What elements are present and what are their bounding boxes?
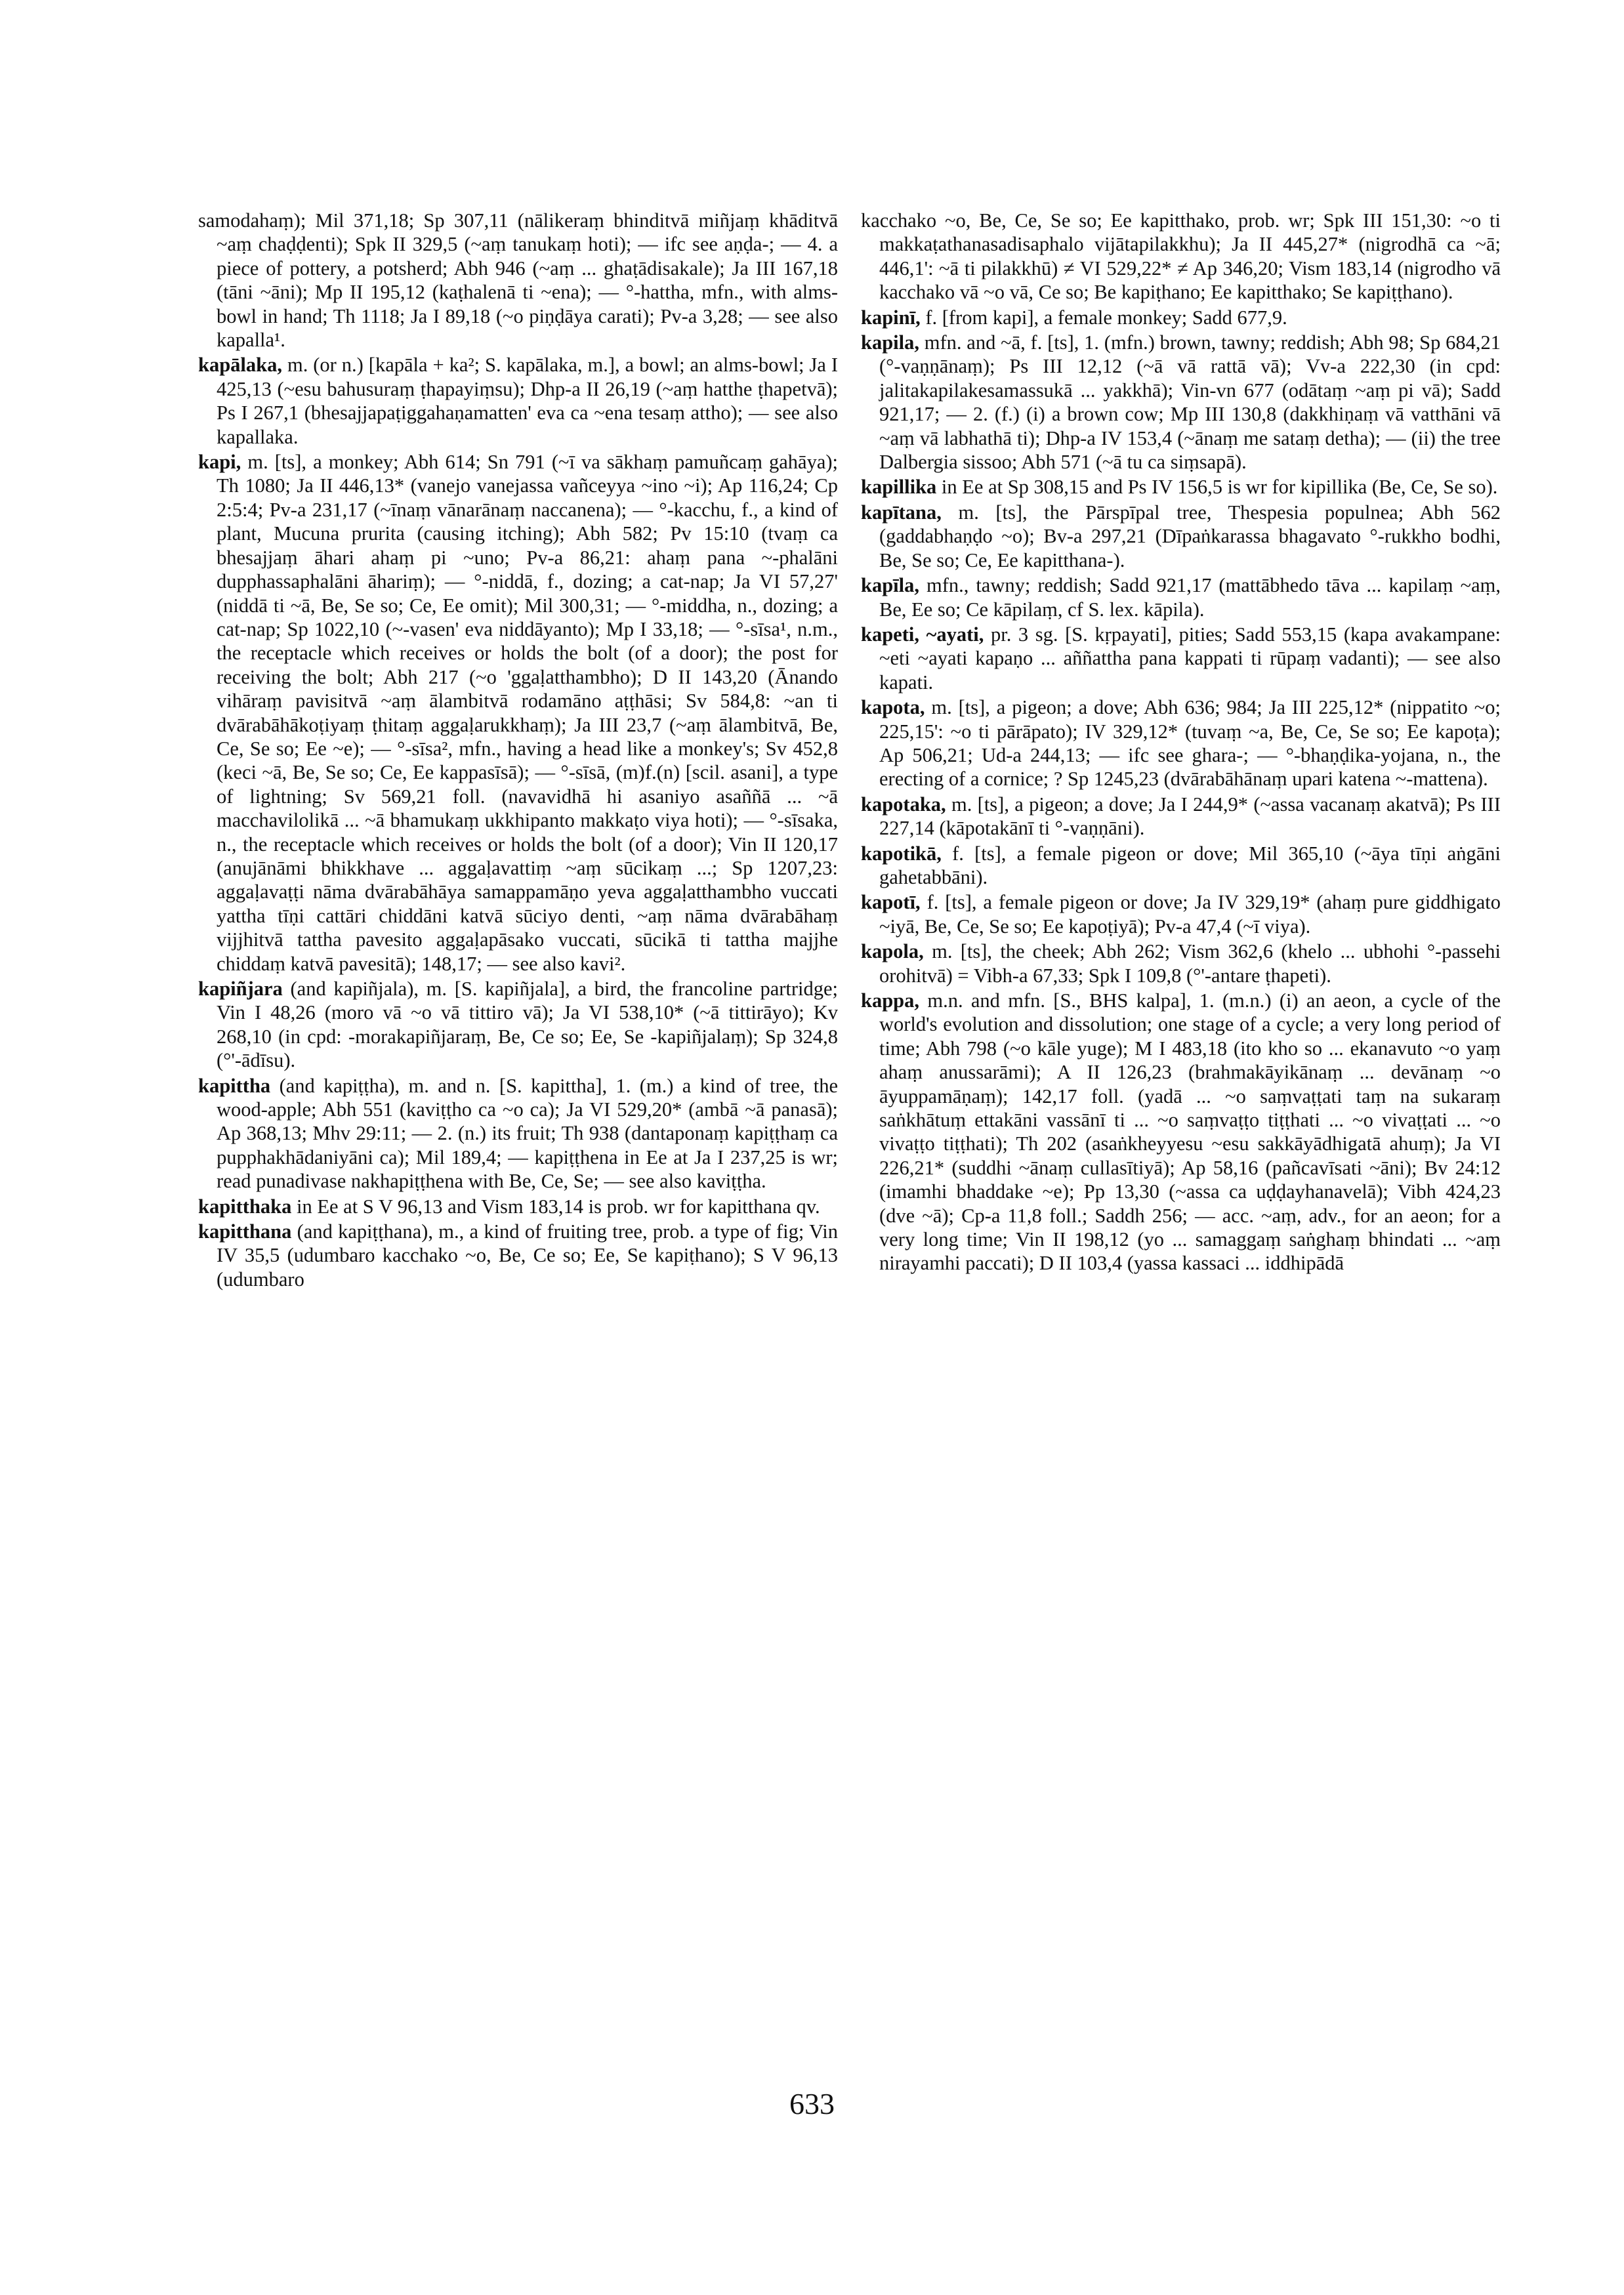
dictionary-entry	[861, 475, 1501, 499]
dictionary-entry	[861, 573, 1501, 621]
dictionary-entry	[198, 353, 838, 449]
entry-text: f. [ts], a female pigeon or dove; Ja IV 329,19* (ahaṃ pure giddhigato ~iyā, Be, Ce, Se so; Ee kapoṭiyā); Pv-a 47,4 (~ī viya).	[879, 891, 1501, 938]
entry-text: mfn., tawny; reddish; Sadd 921,17 (mattābhedo tāva ... kapilaṃ ~aṃ, Be, Ee so; Ce kāpilaṃ, cf S. lex. kāpila).	[879, 574, 1501, 621]
entry-text: in Ee at Sp 308,15 and Ps IV 156,5 is wr for kipillika (Be, Ce, Se so).	[941, 476, 1498, 499]
dictionary-entry	[861, 331, 1501, 474]
dictionary-entry	[861, 623, 1501, 694]
entry-text: kacchako ~o, Be, Ce, Se so; Ee kapitthako, prob. wr; Spk III 151,30: ~o ti makkaṭathanasadisaphalo vijātapilakkhu); Ja II 445,27* (nigrodhā ca ~ā; 446,1': ~ā ti pilakkhū) ≠ VI 529,22* ≠ Ap 346,20; Vism 183,14 (nigrodho vā kacchako vā ~o vā, Ce so; Be kapiṭhano; Ee kapitthako; Se kapiṭṭhano).	[861, 209, 1501, 304]
entry-text: m. [ts], the cheek; Abh 262; Vism 362,6 (khelo ... ubhohi °-passehi orohitvā) = Vibh-a 67,33; Spk I 109,8 (°'-antare ṭhapeti).	[879, 940, 1501, 987]
entry-headword: kapotikā,	[861, 842, 942, 865]
entry-headword: kapotī,	[861, 891, 921, 914]
entry-headword: kapiñjara	[198, 978, 283, 1000]
entry-text: m. [ts], a monkey; Abh 614; Sn 791 (~ī va sākhaṃ pamuñcaṃ gahāya); Th 1080; Ja II 446,13* (vanejo vanejassa vañceyya ~ino ~i); Ap 116,24; Cp 2:5:4; Pv-a 231,17 (~īnaṃ vānarānaṃ naccanena); — °-kacchu, f., a kind of plant, Mucuna prurita (causing itching); Abh 582; Pv 15:10 (tvaṃ ca bhesajjaṃ āhari ahaṃ pi ~uno; Pv-a 86,21: ahaṃ pana ~-phalāni dupphassaphalāni āhariṃ); — °-niddā, f., dozing; a cat-nap; Ja VI 57,27' (niddā ti ~ā, Be, Se so; Ce, Ee omit); Mil 300,31; — °-middha, n., dozing; a cat-nap; Sp 1022,10 (~-vasen' eva niddāyanto); Mp I 33,18; — °-sīsa¹, n.m., the receptacle which receives or holds the bolt (of a door); the post for receiving the bolt; Abh 217 (~o 'ggaḷatthambho); D II 143,20 (Ānando vihāraṃ pavisitvā ~aṃ ālambitvā rodamāno aṭṭhāsi; Sv 584,8: ~an ti dvārabāhākoṭiyaṃ ṭhitaṃ aggaḷarukkhaṃ); Ja III 23,7 (~aṃ ālambitvā, Be, Ce, Se so; Ee ~e); — °-sīsa², mfn., having a head like a monkey's; Sv 452,8 (keci ~ā, Be, Se so; Ce, Ee kappasīsā); — °-sīsā, (m)f.(n) [scil. asani], a type of lightning; Sv 569,21 foll. (navavidhā hi asaniyo asaññā ... ~ā macchavilolikā ... ~ā bhamukaṃ ukkhipanto makkaṭo viya hoti); — °-sīsaka, n., the receptacle which receives or holds the bolt (of a door); Vin II 120,17 (anujānāmi bhikkhave ... aggaḷavattiṃ ~aṃ sūcikaṃ ...; Sp 1207,23: aggaḷavaṭṭi nāma dvārabāhāya samappamāṇo yeva aggaḷatthambho vuccati yattha tīṇi cattāri chiddāni katvā sūciyo denti, ~aṃ nāma dvārabāhaṃ vijjhitvā tattha pavesito aggaḷapāsako vuccati, sūcikā ti tattha majjhe chiddaṃ katvā pavesitā); 148,17; — see also kavi².	[217, 451, 839, 975]
entry-text: (and kapiñjala), m. [S. kapiñjala], a bird, the francoline partridge; Vin I 48,26 (moro vā ~o vā tittiro vā); Ja VI 538,10* (~ā tittirāyo); Kv 268,10 (in cpd: -morakapiñjaraṃ, Be, Ce so; Ee, Se -kapiñjalaṃ); Sp 324,8 (°'-ādīsu).	[217, 978, 838, 1072]
entry-text: (and kapiṭṭha), m. and n. [S. kapittha], 1. (m.) a kind of tree, the wood-apple; Abh 551 (kaviṭṭho ca ~o ca); Ja VI 529,20* (ambā ~ā panasā); Ap 368,13; Mhv 29:11; — 2. (n.) its fruit; Th 938 (dantaponaṃ kapiṭṭhaṃ ca pupphakhādaniyāni ca); Mil 189,4; — kapiṭṭhena in Ee at Ja I 237,25 is wr; read punadivase nakhapiṭṭhena with Be, Ce, Se; — see also kaviṭṭha.	[217, 1074, 838, 1193]
dictionary-entry	[861, 890, 1501, 938]
entry-text: samodahaṃ); Mil 371,18; Sp 307,11 (nālikeraṃ bhinditvā miñjaṃ khāditvā ~aṃ chaḍḍenti); Spk II 329,5 (~aṃ tanukaṃ hoti); — ifc see aṇḍa-; — 4. a piece of pottery, a potsherd; Abh 946 (~aṃ ... ghaṭādisakale); Ja III 167,18 (tāni ~āni); Mp II 195,12 (kaṭhalenā ti ~ena); — °-hattha, mfn., with alms-bowl in hand; Th 1118; Ja I 89,18 (~o piṇḍāya carati); Pv-a 3,28; — see also kapalla¹.	[198, 209, 838, 352]
entry-text: f. [from kapi], a female monkey; Sadd 677,9.	[925, 306, 1287, 329]
right-column	[861, 209, 1501, 1275]
entry-text: f. [ts], a female pigeon or dove; Mil 365,10 (~āya tīṇi aṅgāni gahetabbāni).	[879, 842, 1501, 888]
entry-headword: kapinī,	[861, 306, 921, 329]
dictionary-entry	[198, 1220, 838, 1291]
entry-headword: kapotaka,	[861, 793, 946, 816]
entry-headword: kapila,	[861, 331, 919, 354]
dictionary-entry	[861, 209, 1501, 304]
dictionary-entry	[198, 1074, 838, 1193]
dictionary-entry	[861, 306, 1501, 329]
entry-text: in Ee at S V 96,13 and Vism 183,14 is prob. wr for kapitthana qv.	[297, 1195, 820, 1218]
dictionary-entry	[861, 501, 1501, 572]
dictionary-entry	[861, 989, 1501, 1275]
entry-headword: kapeti, ~ayati,	[861, 623, 984, 646]
left-column	[198, 209, 838, 1291]
entry-headword: kapitthaka	[198, 1195, 292, 1218]
entry-headword: kapitthana	[198, 1220, 292, 1243]
entry-text: mfn. and ~ā, f. [ts], 1. (mfn.) brown, tawny; reddish; Abh 98; Sp 684,21 (°-vaṇṇānaṃ); Ps III 12,12 (~ā vā rattā vā); Vv-a 222,30 (in cpd: jalitakapilakesamassukā ... yakkhā); Vin-vn 677 (odātaṃ ~aṃ pi vā); Sadd 921,17; — 2. (f.) (i) a brown cow; Mp III 130,8 (dakkhiṇaṃ vā vatthāni vā ~aṃ vā labhathā ti); Dhp-a IV 153,4 (~ānaṃ me sataṃ detha); — (ii) the tree Dalbergia sissoo; Abh 571 (~ā tu ca siṃsapā).	[879, 331, 1501, 474]
dictionary-entry	[861, 695, 1501, 791]
entry-headword: kapillika	[861, 476, 937, 499]
entry-headword: kapola,	[861, 940, 924, 963]
entry-text: m. [ts], a pigeon; a dove; Abh 636; 984; Ja III 225,12* (nippatito ~o; 225,15': ~o ti pārāpato); IV 329,12* (tuvaṃ ~a, Be, Ce, Se so; Ee kapoṭa); Ap 506,21; Ud-a 244,13; — ifc see ghara-; — °-bhaṇḍika-yojana, n., the erecting of a cornice; ? Sp 1245,23 (dvārabāhānaṃ upari katena ~-mattena).	[879, 696, 1501, 791]
dictionary-entry	[198, 450, 838, 976]
dictionary-entry	[198, 1195, 838, 1218]
entry-headword: kapālaka,	[198, 354, 282, 377]
entry-headword: kapi,	[198, 451, 241, 474]
dictionary-entry	[861, 793, 1501, 840]
entry-text: (and kapiṭṭhana), m., a kind of fruiting tree, prob. a type of fig; Vin IV 35,5 (udumbaro kacchako ~o, Be, Ce so; Ee, Se kapiṭhano); S V 96,13 (udumbaro	[217, 1220, 838, 1291]
dictionary-entry	[198, 209, 838, 352]
entry-text: m. (or n.) [kapāla + ka²; S. kapālaka, m.], a bowl; an alms-bowl; Ja I 425,13 (~esu bahusuraṃ ṭhapayiṃsu); Dhp-a II 26,19 (~aṃ hatthe ṭhapetvā); Ps I 267,1 (bhesajjapaṭiggahaṇamatten' eva ca ~ena tesaṃ attho); — see also kapallaka.	[217, 354, 839, 448]
entry-headword: kapota,	[861, 696, 925, 719]
entry-headword: kapittha	[198, 1074, 271, 1097]
entry-text: pr. 3 sg. [S. kṛpayati], pities; Sadd 553,15 (kapa avakampane: ~eti ~ayati kapaṇo ... aññattha pana kappati ti rūpaṃ vadanti); — see also kapati.	[879, 623, 1501, 693]
page-number: 633	[789, 2087, 835, 2120]
entry-text: m.n. and mfn. [S., BHS kalpa], 1. (m.n.) (i) an aeon, a cycle of the world's evolution and dissolution; one stage of a cycle; a very long period of time; Abh 798 (~o kāle yuge); M I 483,18 (ito kho so ... ekanavuto ~o yaṃ ahaṃ anussarāmi); A II 126,23 (brahmakāyikānaṃ ... devānaṃ ~o āyuppamāṇaṃ); 142,17 foll. (yadā ... ~o saṃvaṭṭati taṃ na sukaraṃ saṅkhātuṃ ettakāni vassānī ti ... ~o saṃvaṭṭo tiṭṭhati ... ~o vivaṭṭati ... ~o vivaṭṭo tiṭṭhati); Th 202 (asaṅkheyyesu ~esu sakkāyādhigatā ahuṃ); Ja VI 226,21* (suddhi ~ānaṃ cullasītiyā); Ap 58,16 (pañcavīsati ~āni); Bv 24:12 (imamhi bhaddake ~e); Pp 13,30 (~assa ca uḍḍayhanavelā); Vibh 424,23 (dve ~ā); Cp-a 11,8 foll.; Saddh 256; — acc. ~aṃ, adv., for an aeon; for a very long time; Vin II 198,12 (yo ... samaggaṃ saṅghaṃ bhindati ... ~aṃ nirayamhi paccati); D II 103,4 (yassa kassaci ... iddhipādā	[879, 989, 1501, 1275]
entry-headword: kapīla,	[861, 574, 919, 597]
entry-headword: kapītana,	[861, 501, 942, 524]
dictionary-entry	[198, 977, 838, 1073]
dictionary-entry	[861, 842, 1501, 890]
dictionary-entry	[861, 940, 1501, 987]
entry-text: m. [ts], a pigeon; a dove; Ja I 244,9* (~assa vacanaṃ akatvā); Ps III 227,14 (kāpotakānī ti °-vaṇṇāni).	[879, 793, 1501, 840]
entry-headword: kappa,	[861, 989, 920, 1012]
entry-text: m. [ts], the Pārspīpal tree, Thespesia populnea; Abh 562 (gaddabhaṇḍo ~o); Bv-a 297,21 (Dīpaṅkarassa bhagavato °-rukkho bodhi, Be, Se so; Ce, Ee kapitthana-).	[879, 501, 1501, 571]
